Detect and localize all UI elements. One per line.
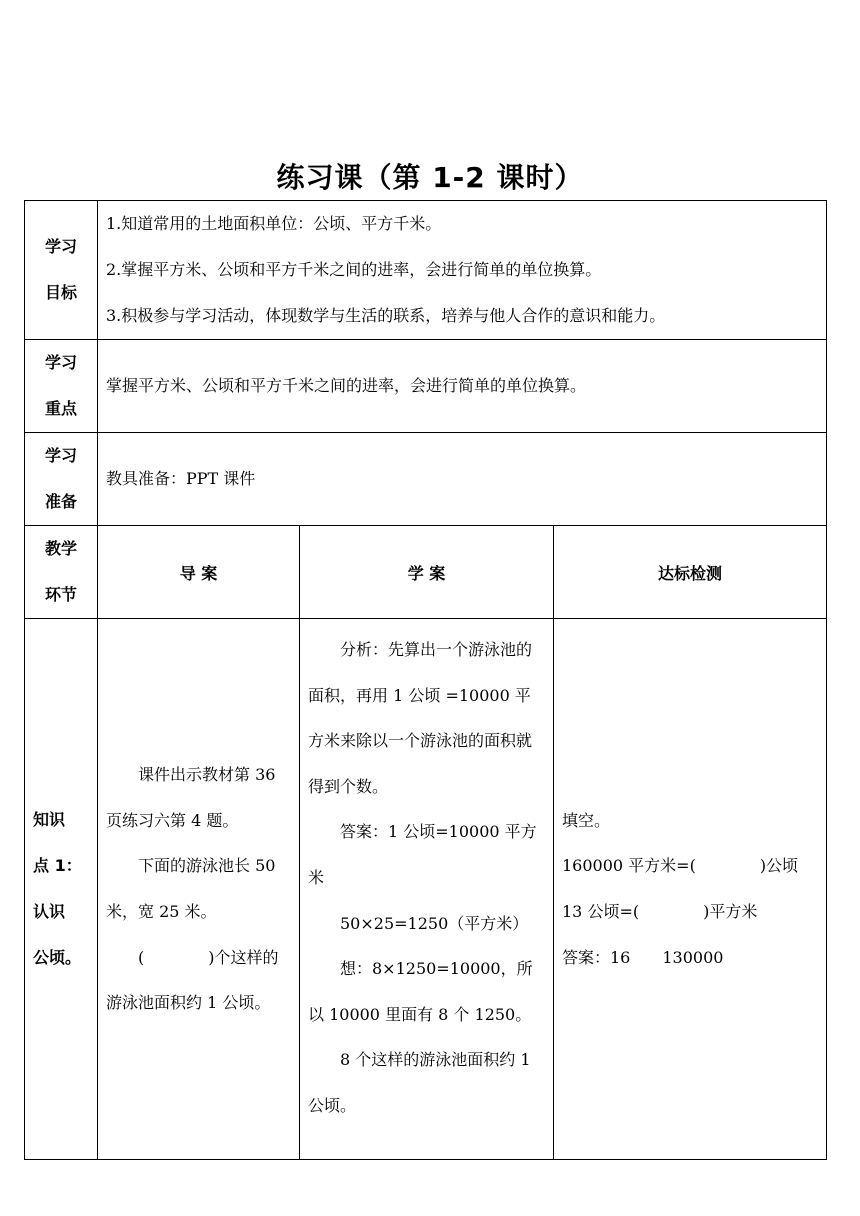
prep-label-line2: 准备	[44, 492, 77, 511]
objectives-label-line1: 学习	[44, 237, 77, 256]
knowledge-point-1-label	[25, 619, 98, 1160]
section-label-line2: 环节	[44, 585, 77, 604]
check-column-header: 达标检测	[554, 526, 827, 619]
check-line: 答案：16 130000	[562, 947, 724, 967]
prep-text: 教具准备：PPT 课件	[106, 469, 256, 488]
focus-text: 掌握平方米、公顷和平方千米之间的进率，会进行简单的单位换算。	[106, 376, 587, 395]
kp1-label-line3: 认识	[33, 902, 66, 921]
focus-content	[98, 340, 827, 433]
kp1-label-line2: 点 1：	[33, 856, 82, 875]
page-title: 练习课（第 1-2 课时）	[276, 161, 584, 194]
focus-label-line1: 学习	[44, 353, 77, 372]
lesson-table	[24, 200, 827, 1160]
check-line: 13 公顷=( )平方米	[562, 902, 758, 921]
guide-paragraph: 课件出示教材第 36 页练习六第 4 题。	[106, 765, 276, 830]
study-column-header: 学 案	[300, 526, 554, 619]
prep-row	[25, 433, 827, 526]
study-paragraph: 分析：先算出一个游泳池的面积，再用 1 公顷 =10000 平方米来除以一个游泳池的面积就得到个数。	[308, 640, 533, 796]
prep-content	[98, 433, 827, 526]
kp1-label-line4: 公顷。	[33, 948, 82, 967]
objectives-label	[25, 201, 98, 340]
study-paragraph: 答案：1 公顷=10000 平方米	[308, 822, 537, 887]
guide-paragraph: 下面的游泳池长 50 米，宽 25 米。	[106, 856, 276, 921]
guide-content	[98, 619, 300, 1160]
objective-item: 2.掌握平方米、公顷和平方千米之间的进率，会进行简单的单位换算。	[106, 260, 602, 279]
section-label-line1: 教学	[44, 539, 77, 558]
study-content	[300, 619, 554, 1160]
knowledge-point-1-row	[25, 619, 827, 1160]
guide-column-header: 导 案	[98, 526, 300, 619]
section-header-row	[25, 526, 827, 619]
prep-label	[25, 433, 98, 526]
focus-label-line2: 重点	[44, 399, 77, 418]
objective-item: 3.积极参与学习活动，体现数学与生活的联系，培养与他人合作的意识和能力。	[106, 306, 666, 325]
focus-row	[25, 340, 827, 433]
study-paragraph: 8 个这样的游泳池面积约 1 公顷。	[308, 1050, 531, 1115]
check-line: 160000 平方米=( )公顷	[562, 856, 799, 876]
objectives-content	[98, 201, 827, 340]
check-line: 填空。	[562, 810, 611, 830]
objectives-row	[25, 201, 827, 340]
guide-paragraph: ( )个这样的游泳池面积约 1 公顷。	[106, 947, 279, 1013]
check-content	[554, 619, 827, 1160]
kp1-label-line1: 知识	[33, 810, 66, 829]
objectives-label-line2: 目标	[44, 283, 77, 302]
section-label	[25, 526, 98, 619]
objective-item: 1.知道常用的土地面积单位：公顷、平方千米。	[106, 214, 442, 233]
study-paragraph: 想：8×1250=10000，所以 10000 里面有 8 个 1250。	[308, 959, 533, 1024]
focus-label	[25, 340, 98, 433]
study-paragraph: 50×25=1250（平方米）	[340, 913, 529, 933]
prep-label-line1: 学习	[44, 446, 77, 465]
